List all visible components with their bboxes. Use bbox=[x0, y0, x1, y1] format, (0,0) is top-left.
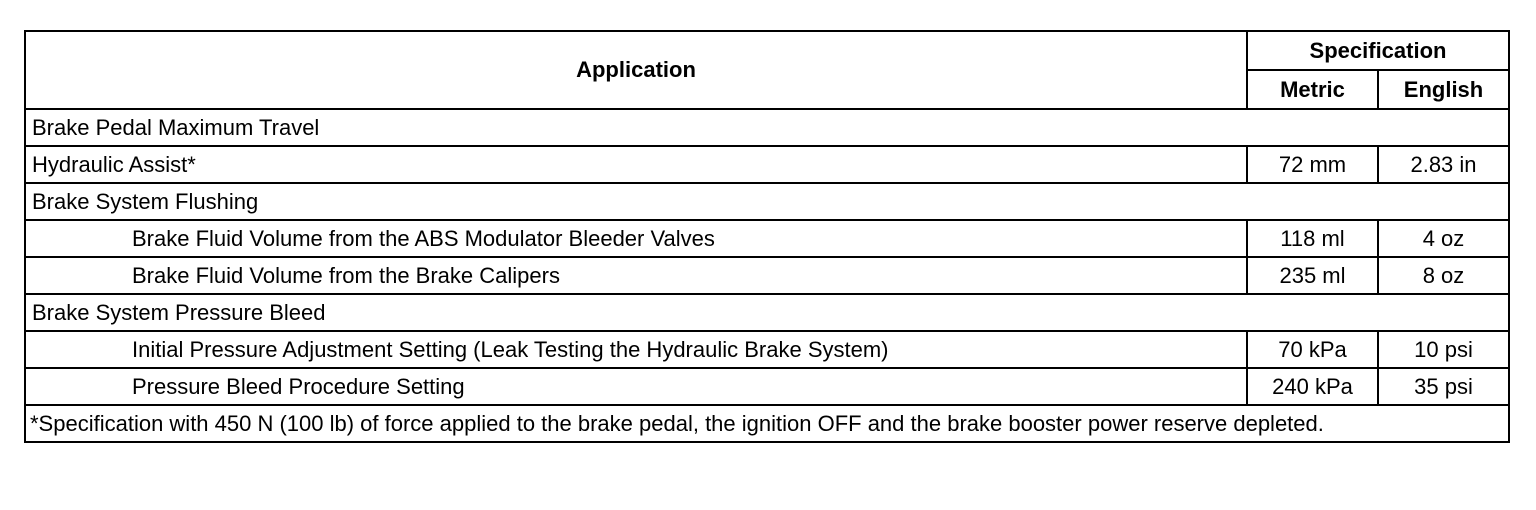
section-row bbox=[25, 294, 1509, 331]
table-row bbox=[25, 146, 1509, 183]
section-row bbox=[25, 109, 1509, 146]
english-value: 4 oz bbox=[1378, 220, 1509, 257]
metric-value: 240 kPa bbox=[1247, 368, 1378, 405]
section-label: Brake System Flushing bbox=[25, 183, 1509, 220]
metric-header: Metric bbox=[1247, 70, 1378, 109]
section-label: Brake System Pressure Bleed bbox=[25, 294, 1509, 331]
item-label: Brake Fluid Volume from the ABS Modulator Bleeder Valves bbox=[25, 220, 1247, 257]
table-row bbox=[25, 368, 1509, 405]
section-label: Brake Pedal Maximum Travel bbox=[25, 109, 1509, 146]
item-label: Pressure Bleed Procedure Setting bbox=[25, 368, 1247, 405]
application-header: Application bbox=[25, 31, 1247, 109]
english-value: 35 psi bbox=[1378, 368, 1509, 405]
section-row bbox=[25, 183, 1509, 220]
english-header: English bbox=[1378, 70, 1509, 109]
item-label: Brake Fluid Volume from the Brake Calipers bbox=[25, 257, 1247, 294]
table-row bbox=[25, 220, 1509, 257]
metric-value: 72 mm bbox=[1247, 146, 1378, 183]
english-value: 8 oz bbox=[1378, 257, 1509, 294]
table-body bbox=[25, 109, 1509, 405]
header-row-top bbox=[25, 31, 1509, 70]
table-row bbox=[25, 257, 1509, 294]
metric-value: 118 ml bbox=[1247, 220, 1378, 257]
english-value: 10 psi bbox=[1378, 331, 1509, 368]
specification-header: Specification bbox=[1247, 31, 1509, 70]
english-value: 2.83 in bbox=[1378, 146, 1509, 183]
item-label: Initial Pressure Adjustment Setting (Leak Testing the Hydraulic Brake System) bbox=[25, 331, 1247, 368]
specification-table bbox=[24, 30, 1510, 443]
table-row bbox=[25, 331, 1509, 368]
footnote-text: *Specification with 450 N (100 lb) of force applied to the brake pedal, the ignition OFF and the brake booster power reserve depleted. bbox=[25, 405, 1509, 442]
metric-value: 235 ml bbox=[1247, 257, 1378, 294]
footnote-row bbox=[25, 405, 1509, 442]
metric-value: 70 kPa bbox=[1247, 331, 1378, 368]
item-label: Hydraulic Assist* bbox=[25, 146, 1247, 183]
